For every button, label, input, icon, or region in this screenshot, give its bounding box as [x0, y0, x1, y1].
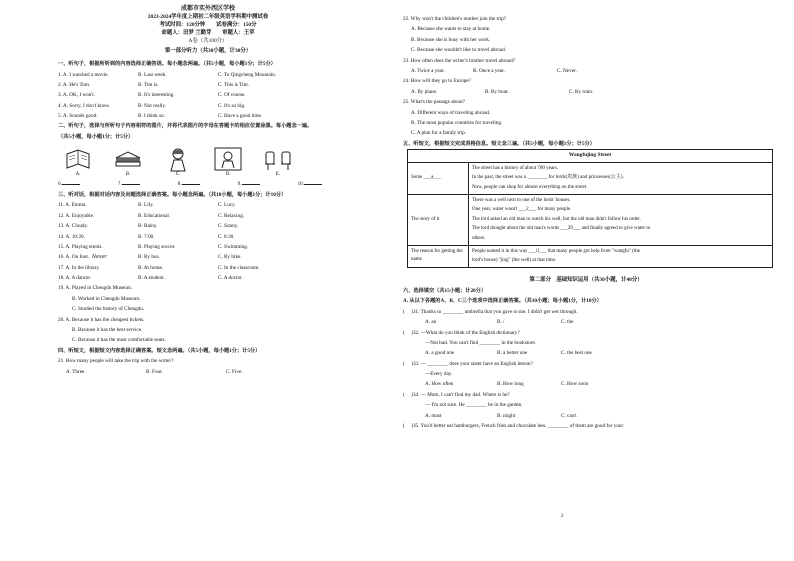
exam-title: 2023-2024学年度上期初二年级英语学科期中测试卷: [147, 14, 269, 20]
row3-content: People named it in this way ___il___ that many people got help from "wangfu" (the lord's house) "jing" (the well) at that time.: [469, 245, 773, 267]
q25-opt-a[interactable]: A. Different ways of traveling abroad.: [411, 109, 491, 116]
question-row: [58, 101, 387, 111]
part2-title: 第二部分 基础知识运用（共30小题，计40分）: [529, 276, 643, 283]
q23-opt-a[interactable]: A. Twice a year.: [411, 67, 445, 74]
question-row: [58, 211, 387, 221]
option-c[interactable]: C. Of course.: [218, 92, 246, 99]
q24-opt-b[interactable]: B. By boat.: [485, 88, 509, 95]
option-a[interactable]: 1. A. I watched a movie.: [58, 71, 109, 78]
q22-question: 22. Why won't the children's mother join the trip?: [403, 16, 507, 22]
q23-question: 23. How often does the writer's brother travel abroad?: [403, 57, 515, 64]
option-b[interactable]: B. By bus.: [138, 254, 160, 261]
q22-opt-b[interactable]: B. Because she is busy with her work.: [411, 36, 491, 43]
q1-5-list: [58, 70, 387, 122]
option-c[interactable]: C. Relaxing.: [218, 212, 245, 219]
q19-line3: C. Studied the history of Chengdu.: [72, 306, 145, 313]
picture-b: [112, 146, 144, 177]
q31-opt-b[interactable]: B. /: [497, 319, 505, 326]
q20-line3: C. Because it has the most comfortable seats.: [72, 337, 166, 344]
row2-key: The story of it: [408, 194, 469, 245]
book-icon: [63, 146, 93, 172]
q24-options: [403, 87, 776, 97]
question-row: [58, 80, 387, 90]
option-c[interactable]: C. This is Tim.: [218, 81, 249, 88]
option-c[interactable]: C. Sunny.: [218, 223, 239, 230]
q6-10-blanks: [58, 179, 387, 189]
option-a[interactable]: 12. A. Enjoyable.: [58, 212, 95, 219]
option-b[interactable]: B. It's interesting.: [138, 92, 175, 99]
row1-key[interactable]: Some ___a___: [408, 162, 469, 194]
option-a[interactable]: 18. A. A dancer.: [58, 275, 92, 282]
row1-content: The street has a history of about 700 years. In the past, the street was a ________ for lords(贵族) and princesses(公主). Now, people can shop for almost everything on the street.: [469, 162, 773, 194]
option-b[interactable]: B. At home.: [138, 264, 164, 271]
q34-question: ( )34. — Mum, I can't find my dad. Where is he?: [403, 391, 510, 398]
option-b[interactable]: B. Educational.: [138, 212, 171, 219]
handwritten-note: Never: [92, 254, 108, 261]
volume-label: A卷（共100分）: [188, 38, 228, 44]
option-a[interactable]: 17. A. In the library.: [58, 264, 100, 271]
option-b[interactable]: B. A student.: [138, 275, 165, 282]
table-row: [408, 162, 773, 194]
option-c[interactable]: C. A doctor.: [218, 275, 243, 282]
q34-opt-a[interactable]: A. must: [425, 412, 442, 419]
q33-question: ( )33. — ________ does your sister have an English lesson?: [403, 360, 533, 367]
q24-opt-c[interactable]: C. By train.: [569, 88, 594, 95]
option-b[interactable]: B. Rainy.: [138, 223, 158, 230]
question-row: [58, 263, 387, 273]
option-b[interactable]: B. 7:00.: [138, 233, 155, 240]
section6a-heading: A. 从以下各题的A、B、C三个选项中选择正确答案。（共10小题；每小题1分，计10分）: [403, 298, 602, 305]
q33-opt-b[interactable]: B. How long: [497, 381, 524, 388]
option-a[interactable]: 16. A. On foot. Never: [58, 252, 138, 262]
question-row: [58, 200, 387, 210]
right-page: [397, 0, 794, 561]
q33-line2: —Every day.: [425, 371, 453, 378]
option-a[interactable]: 15. A. Playing tennis.: [58, 243, 103, 250]
exam-authors: 命题人：田梦 兰勤芽 审题人：王苹: [161, 30, 255, 36]
q35-question: ( )35. You'd better eat hamburgers, French fries and chocolate less. ________ of them are good for your: [403, 423, 624, 430]
q32-opt-b[interactable]: B. a better one: [497, 350, 528, 357]
q22-opt-c[interactable]: C. Because she wouldn't like to travel abroad.: [411, 47, 507, 54]
q33-options: [403, 379, 776, 389]
q21-options: [58, 367, 387, 377]
section2-heading: 二、听句子，选择与所听句子内容相符的图片，并将代表图片的字母在答题卡的相应位置涂黑。每小题念一遍。: [58, 123, 313, 130]
picture-b-label: B.: [125, 172, 131, 178]
option-c[interactable]: C. Swimming.: [218, 243, 249, 250]
section2-note: （共5小题，每小题1分；计5分）: [58, 133, 134, 140]
option-a[interactable]: 5. A. Sounds good.: [58, 113, 98, 120]
option-a[interactable]: 3. A. OK, I won't.: [58, 92, 95, 99]
q21-question: 21. How many people will take the trip with the writer?: [58, 358, 174, 365]
q31-question: ( )31. Thanks to ________ umbrella that you gave to me. I didn't get wet through.: [403, 308, 578, 315]
option-c[interactable]: C. Have a good time.: [218, 113, 263, 120]
wangfujing-table: [407, 149, 773, 268]
question-row: [58, 232, 387, 242]
option-b[interactable]: B. Not really.: [138, 102, 166, 109]
woman-screen-icon: [213, 146, 243, 172]
q24-question: 24. How will they go to Europe?: [403, 78, 471, 85]
option-a[interactable]: 2. A. He's Tom.: [58, 81, 91, 88]
picture-a-label: A.: [75, 172, 81, 178]
picture-c: [162, 146, 194, 177]
picture-c-label: C.: [175, 172, 181, 178]
option-a[interactable]: 4. A. Sorry, I don't know.: [58, 102, 110, 109]
q9-blank[interactable]: 9.: [238, 179, 260, 189]
q31-options: [403, 317, 776, 327]
girl-icon: [163, 146, 193, 172]
section1-heading: 一、听句子，根据所听到的内容选择正确答语。每小题念两遍。（共5小题，每小题1分；计5分）: [58, 61, 276, 67]
q10-blank[interactable]: 10.: [298, 179, 322, 189]
option-a[interactable]: 13. A. Cloudy.: [58, 223, 89, 230]
q31-opt-a[interactable]: A. an: [425, 319, 437, 326]
q33-opt-a[interactable]: A. How often: [425, 381, 454, 388]
page-number: 2: [561, 514, 564, 519]
option-a[interactable]: 11. A. Emma.: [58, 202, 87, 209]
q32-question: ( )32. —What do you think of the English dictionary?: [403, 329, 520, 336]
q32-opt-a[interactable]: A. a good one: [425, 350, 455, 357]
q32-opt-c[interactable]: C. the best one: [561, 350, 592, 357]
q33-opt-c[interactable]: C. How soon: [561, 381, 589, 388]
part1-title: 第一部分听力（共30小题，计30分）: [164, 48, 252, 54]
option-c[interactable]: C. It's so big.: [218, 102, 246, 109]
q34-opt-c[interactable]: C. can't: [561, 412, 577, 419]
q22-opt-a[interactable]: A. Because she wants to stay at home.: [411, 26, 491, 33]
q20-line2: B. Because it has the best service.: [72, 327, 143, 334]
option-c[interactable]: C. By bike.: [218, 254, 242, 261]
q32-options: [403, 348, 776, 358]
q6-blank[interactable]: 6.: [58, 179, 80, 189]
option-b[interactable]: B. Playing soccer.: [138, 243, 176, 250]
q32-line2: —Not bad. You can't find ________ in the bookstore.: [425, 339, 537, 346]
exam-time-score: 考试时间：120分钟 试卷满分：150分: [159, 22, 257, 28]
q21-opt-a[interactable]: A. Three.: [66, 368, 86, 375]
picture-d: [212, 146, 244, 177]
option-b[interactable]: B. Last week.: [138, 71, 167, 78]
picture-d-label: D.: [225, 172, 231, 178]
sandwich-icon: [113, 146, 143, 172]
row2-content: There was a well next to one of the lords' houses. One year, water wasn't ___2___ for many people. The lord asked an old man to watch his well, but the old man didn't follow his order. The lord thought about the old man's words ___29___ and finally agreed to give water to others.: [469, 194, 773, 245]
option-c[interactable]: C. Lucy.: [218, 202, 236, 209]
question-row: [58, 252, 387, 262]
seats-icon: [263, 146, 293, 172]
question-row: [58, 111, 387, 121]
table-row: [408, 245, 773, 267]
picture-a: [62, 146, 94, 177]
q21-opt-b[interactable]: B. Four.: [146, 368, 163, 375]
table-title: Wangfujing Street: [408, 150, 773, 163]
q20-line1: 20. A. Because it has the cheapest tickets.: [58, 316, 145, 323]
picture-e-label: E.: [275, 172, 281, 178]
question-row: [58, 242, 387, 252]
school-name: 成都市实外西区学校: [180, 6, 235, 12]
question-row: [58, 273, 387, 283]
q25-opt-c[interactable]: C. A plan for a family trip.: [411, 130, 467, 137]
q25-opt-b[interactable]: B. The most popular countries for traveling.: [411, 119, 503, 126]
q34-options: [403, 411, 776, 421]
option-a[interactable]: 14. A. 10:20.: [58, 233, 85, 240]
q25-question: 25. What's the passage about?: [403, 99, 466, 106]
option-c[interactable]: C. To Qingcheng Mountain.: [218, 71, 277, 78]
q19-line2: B. Worked in Chengdu Museum.: [72, 295, 141, 302]
picture-e: [262, 146, 294, 177]
option-b[interactable]: B. Tim is.: [138, 81, 159, 88]
row3-key: The reason for getting the name: [408, 245, 469, 267]
q34-opt-b[interactable]: B. might: [497, 412, 516, 419]
question-row: [58, 70, 387, 80]
section5-heading: 五、听短文，根据短文完成表格信息。短文念三遍。（共5小题，每小题1分；计5分）: [403, 140, 595, 147]
option-b[interactable]: B. I think so.: [138, 113, 165, 120]
q31-opt-c[interactable]: C. the: [561, 319, 574, 326]
q7-blank[interactable]: 7.: [118, 179, 140, 189]
table-row: [408, 194, 773, 245]
q8-blank[interactable]: 8.: [178, 179, 200, 189]
q23-opt-b[interactable]: B. Once a year.: [473, 67, 505, 74]
q34-line2: — I'm not sure. He ________ be in the garden.: [425, 402, 523, 409]
question-row: [58, 221, 387, 231]
q23-opt-c[interactable]: C. Never.: [557, 67, 577, 74]
section6-heading: 六、选择填空（共15小题；计20分）: [403, 287, 487, 294]
picture-options: [62, 146, 387, 177]
section3-heading: 三、听对话，根据对话内容及问题选择正确答案。每小题念两遍。（共10小题，每小题1分；计10分）: [58, 191, 287, 198]
q19-line1: 19. A. Played in Chengdu Museum.: [58, 285, 133, 292]
q21-opt-c[interactable]: C. Five.: [226, 368, 243, 375]
option-c[interactable]: C. 8:30.: [218, 233, 235, 240]
q11-18-list: [58, 200, 387, 283]
q23-options: [403, 66, 776, 76]
question-row: [58, 90, 387, 100]
option-c[interactable]: C. In the classroom.: [218, 264, 260, 271]
section4-heading: 四、听短文，根据短文内容选择正确答案。短文念两遍。（共5小题，每小题1分；计5分）: [58, 347, 261, 354]
option-b[interactable]: B. Lily.: [138, 202, 154, 209]
q24-opt-a[interactable]: A. By plane.: [411, 88, 438, 95]
